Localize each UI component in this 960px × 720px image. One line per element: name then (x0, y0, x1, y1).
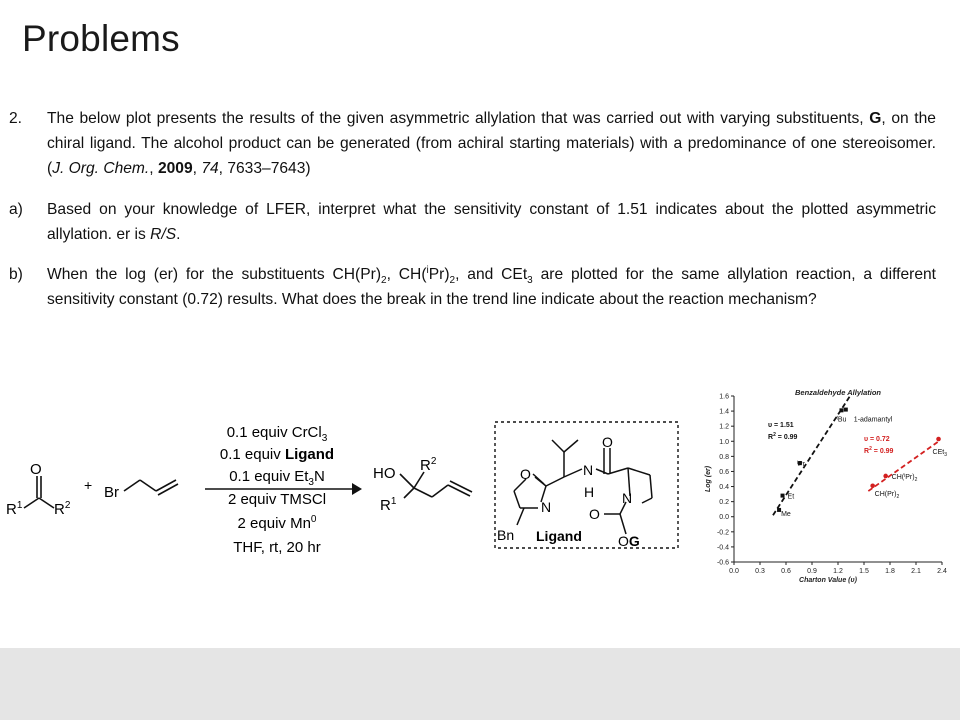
svg-text:2 equiv Mn0: 2 equiv Mn$^0$ (237, 514, 317, 532)
svg-text:THF, rt, 20 hr: THF, rt, 20 hr (233, 539, 321, 556)
y-tick-label: -0.6 (716, 559, 729, 567)
x-tick-label: 2.1 (911, 568, 921, 575)
y-tick-label: -0.4 (716, 544, 729, 552)
data-point (936, 437, 941, 442)
point-label-ipr: $^i$Pr (796, 460, 805, 469)
y-tick-label: 0.6 (719, 468, 729, 476)
data-point (839, 408, 843, 412)
ligand-amide-h: H (584, 484, 595, 500)
ligand-structure (514, 440, 652, 534)
ligand-ring-nitrogen: N (541, 499, 552, 515)
ligand-benzyl: Bn (497, 527, 515, 543)
svg-text:0.1 equiv Et3N: 0.1 equiv $Et_3N$ (229, 468, 325, 488)
x-tick-label: 0.9 (807, 568, 817, 575)
ligand-ring-oxygen: O (520, 466, 531, 482)
allyl-bromide-br: Br (104, 484, 119, 501)
series-1-r2: $R^2 = 0.99$ (768, 432, 798, 441)
y-tick-label: 0.2 (719, 499, 729, 507)
y-tick-label: 1.6 (719, 393, 729, 401)
x-tick-label: 2.4 (937, 568, 947, 575)
y-tick-label: 0.8 (719, 453, 729, 461)
x-tick-label: 0.6 (781, 568, 791, 575)
point-label-et: Et (787, 493, 795, 501)
question-number: 2. (9, 110, 23, 127)
y-tick-label: 1.4 (719, 408, 729, 416)
x-tick-label: 0.0 (729, 568, 739, 575)
data-point (844, 408, 848, 412)
aldehyde-oxygen: O (30, 461, 42, 478)
y-tick-label: -0.2 (716, 529, 729, 537)
x-tick-label: 1.5 (859, 568, 869, 575)
product-r2: $R^2$ (420, 456, 437, 474)
ligand-amide-n: N (583, 462, 594, 478)
data-point (870, 483, 875, 488)
series-1-sensitivity: υ = 1.51 (768, 422, 794, 429)
y-axis-label: Log (er) (705, 465, 712, 493)
y-tick-label: 0.4 (719, 484, 729, 492)
point-label-cet3: CEt$_3$ (932, 449, 947, 459)
x-axis-label: Charton Value (υ) (799, 577, 857, 584)
series-2-sensitivity: υ = 0.72 (864, 436, 890, 443)
x-tick-label: 0.3 (755, 568, 765, 575)
data-point (883, 474, 888, 479)
product-r1: $R^1$ (380, 496, 397, 514)
ligand-og-group: OG (618, 533, 640, 549)
plus-sign: + (84, 477, 93, 493)
point-label-me: Me (781, 510, 791, 518)
reaction-scheme (0, 395, 700, 580)
ligand-label: Ligand (536, 528, 582, 544)
svg-text:0.1 equiv CrCl3: 0.1 equiv CrCl$_3$ (226, 424, 328, 444)
chart-title: Benzaldehyde Allylation (795, 388, 881, 397)
ligand-carbamate-oxygen: O (589, 506, 600, 522)
question-number: b) (9, 266, 23, 283)
reaction-conditions (220, 424, 334, 556)
question-number: a) (9, 201, 23, 218)
y-tick-label: 1.0 (719, 438, 729, 446)
ligand-carbonyl-oxygen: O (602, 434, 613, 450)
x-tick-label: 1.2 (833, 568, 843, 575)
ligand-pyrrolidine-n: N (622, 490, 633, 506)
series-2-r2: $R^2 = 0.99$ (864, 446, 894, 455)
product-hydroxyl: HO (373, 465, 396, 482)
point-label-chipr2: $CH(^iPr)_2$ (891, 472, 918, 483)
question-text: When the log (er) for the substituents $CH(Pr)_2$, $CH(^iPr)_2$, and CEt$_3$ are plotted for the same allylation reaction, a different sensitivity constant (0.72) results. What does the break in the trend line indicate about the reaction mechanism? (47, 264, 936, 308)
question-text: The below plot presents the results of the given asymmetric allylation that was carried out with varying substituents, G, on the chiral ligand. The alcohol product can be generated (from achiral starting materials) with a predominance of one stereoisomer. (J. Org. Chem., 2009, 74, 7633–7643) (47, 110, 936, 177)
data-point (781, 494, 785, 498)
question-text: Based on your knowledge of LFER, interpret what the sensitivity constant of 1.51 indicates about the plotted asymmetric allylation. er is R/S. (47, 201, 936, 243)
x-tick-label: 1.8 (885, 568, 895, 575)
point-label-adamantyl: 1-adamantyl (853, 416, 893, 424)
footer-bar (0, 648, 960, 720)
svg-text:2 equiv TMSCl: 2 equiv TMSCl (227, 491, 327, 508)
y-tick-label: 1.2 (719, 423, 729, 431)
page-title: Problems (22, 18, 180, 59)
aldehyde-r2: $R^2$ (54, 500, 71, 518)
point-label-tbu: $^t$Bu (836, 415, 847, 424)
aldehyde-r1: $R^1$ (6, 500, 23, 518)
y-tick-label: 0.0 (719, 514, 729, 522)
point-label-chpr2: $CH(Pr)_2$ (874, 490, 900, 500)
charton-plot (696, 378, 956, 593)
svg-text:0.1 equiv Ligand: 0.1 equiv Ligand (219, 446, 335, 463)
